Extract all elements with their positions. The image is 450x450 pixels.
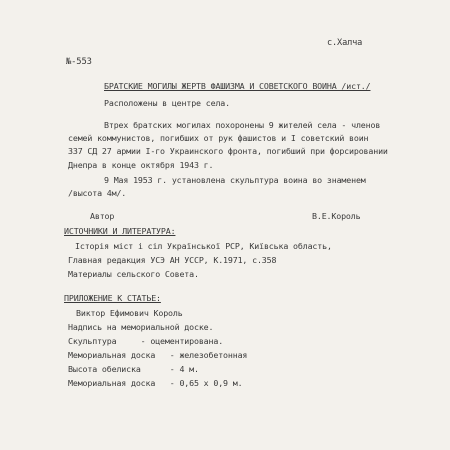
source-line-2: Главная редакция УСЭ АН УССР, К.1971, с.358 xyxy=(68,255,277,265)
appendix-line-2: Надпись на мемориальной доске. xyxy=(68,322,214,332)
appendix-line-3: Скульптура - оцементирована. xyxy=(68,336,224,346)
source-line-3: Материалы сельского Совета. xyxy=(68,269,199,279)
sculpture-line-2: /высота 4м/. xyxy=(68,188,127,198)
sculpture-line-1: 9 Мая 1953 г. установлена скульптура воина во знаменем xyxy=(104,175,366,185)
document-title: БРАТСКИЕ МОГИЛЫ ЖЕРТВ ФАШИЗМА И СОВЕТСКОГО ВОИНА /ист./ xyxy=(104,81,371,91)
author-name: В.Е.Король xyxy=(312,211,361,221)
appendix-heading: ПРИЛОЖЕНИЕ К СТАТЬЕ: xyxy=(64,293,161,303)
sources-heading: ИСТОЧНИКИ И ЛИТЕРАТУРА: xyxy=(64,226,176,236)
author-label: Автор xyxy=(90,211,115,221)
appendix-line-5: Высота обелиска - 4 м. xyxy=(68,364,199,374)
body-line-1: Втрех братских могилах похоронены 9 жителей села - членов xyxy=(104,120,381,130)
body-line-3: 337 СД 27 армии I-го Украинского фронта, погибший при форсировании xyxy=(68,146,388,156)
appendix-line-4: Мемориальная доска - железобетонная xyxy=(68,350,248,360)
body-line-2: семей коммунистов, погибших от рук фашистов и I советский воин xyxy=(68,133,369,143)
body-line-4: Днепра в конце октября 1943 г. xyxy=(68,160,214,170)
appendix-line-6: Мемориальная доска - 0,65 х 0,9 м. xyxy=(68,378,243,388)
location-sentence: Расположены в центре села. xyxy=(104,98,230,108)
document-number: №-553 xyxy=(66,57,92,67)
appendix-line-1: Виктор Ефимович Король xyxy=(76,308,183,318)
source-line-1: Історія міст і сіл Української РСР, Київська область, xyxy=(75,241,332,251)
location-label: с.Халча xyxy=(327,38,363,48)
